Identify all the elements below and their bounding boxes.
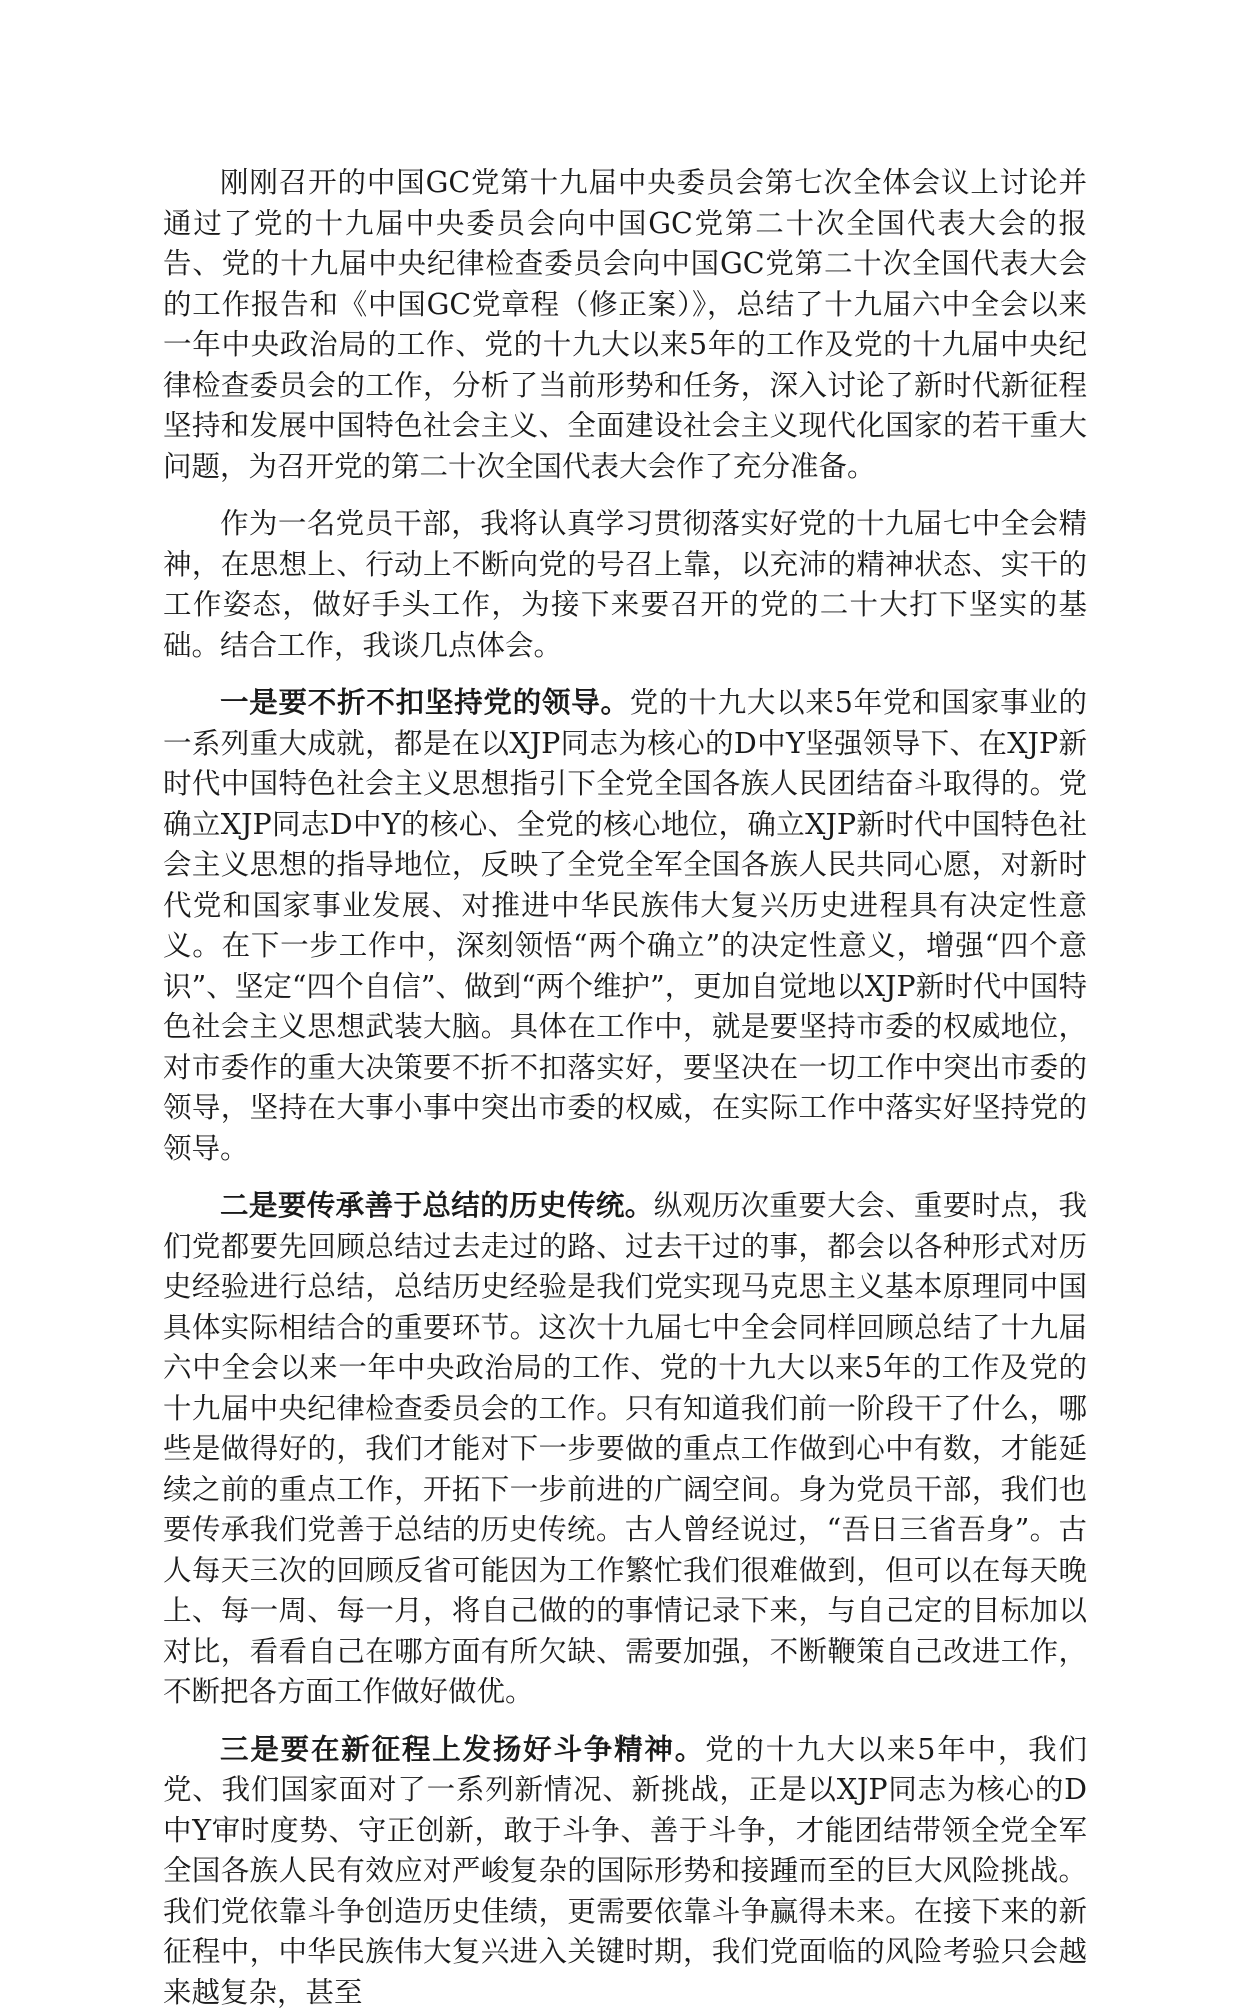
paragraph-text: 党的十九大以来5年中，我们党、我们国家面对了一系列新情况、新挑战，正是以XJP同志为核心的D中Y审时度势、守正创新，敢于斗争、善于斗争，才能团结带领全党全军全国各族人民有效应对严峻复杂的国际形势和接踵而至的巨大风险挑战。我们党依靠斗争创造历史佳绩，更需要依靠斗争赢得未来。在接下来的新征程中，中华民族伟大复兴进入关键时期，我们党面临的风险考验只会越来越复杂，甚至 (163, 1733, 1087, 2009)
paragraph-personal (163, 503, 1087, 666)
paragraph-text: 纵观历次重要大会、重要时点，我们党都要先回顾总结过去走过的路、过去干过的事，都会以各种形式对历史经验进行总结，总结历史经验是我们党实现马克思主义基本原理同中国具体实际相结合的重要环节。这次十九届七中全会同样回顾总结了十九届六中全会以来一年中央政治局的工作、党的十九大以来5年的工作及党的十九届中央纪律检查委员会的工作。只有知道我们前一阶段干了什么，哪些是做得好的，我们才能对下一步要做的重点工作做到心中有数，才能延续之前的重点工作，开拓下一步前进的广阔空间。身为党员干部，我们也要传承我们党善于总结的历史传统。古人曾经说过，“吾日三省吾身”。古人每天三次的回顾反省可能因为工作繁忙我们很难做到，但可以在每天晚上、每一周、每一月，将自己做的的事情记录下来，与自己定的目标加以对比，看看自己在哪方面有所欠缺、需要加强，不断鞭策自己改进工作，不断把各方面工作做好做优。 (163, 1189, 1087, 1708)
document-body (163, 162, 1087, 2013)
paragraph-lead: 三是要在新征程上发扬好斗争精神。 (220, 1732, 705, 1766)
paragraph-text: 刚刚召开的中国GC党第十九届中央委员会第七次全体会议上讨论并通过了党的十九届中央委员会向中国GC党第二十次全国代表大会的报告、党的十九届中央纪律检查委员会向中国GC党第二十次全国代表大会的工作报告和《中国GC党章程（修正案）》，总结了十九届六中全会以来一年中央政治局的工作、党的十九大以来5年的工作及党的十九届中央纪律检查委员会的工作，分析了当前形势和任务，深入讨论了新时代新征程坚持和发展中国特色社会主义、全面建设社会主义现代化国家的若干重大问题，为召开党的第二十次全国代表大会作了充分准备。 (163, 166, 1087, 483)
paragraph-lead: 二是要传承善于总结的历史传统。 (220, 1188, 654, 1222)
paragraph-lead: 一是要不折不扣坚持党的领导。 (220, 685, 630, 719)
paragraph-intro (163, 162, 1087, 487)
paragraph-point-3 (163, 1729, 1087, 2013)
paragraph-text: 作为一名党员干部，我将认真学习贯彻落实好党的十九届七中全会精神，在思想上、行动上不断向党的号召上靠，以充沛的精神状态、实干的工作姿态，做好手头工作，为接下来要召开的党的二十大打下坚实的基础。结合工作，我谈几点体会。 (163, 507, 1087, 662)
paragraph-point-2 (163, 1185, 1087, 1713)
paragraph-point-1 (163, 682, 1087, 1169)
paragraph-text: 党的十九大以来5年党和国家事业的一系列重大成就，都是在以XJP同志为核心的D中Y坚强领导下、在XJP新时代中国特色社会主义思想指引下全党全国各族人民团结奋斗取得的。党确立XJP同志D中Y的核心、全党的核心地位，确立XJP新时代中国特色社会主义思想的指导地位，反映了全党全军全国各族人民共同心愿，对新时代党和国家事业发展、对推进中华民族伟大复兴历史进程具有决定性意义。在下一步工作中，深刻领悟“两个确立”的决定性意义，增强“四个意识”、坚定“四个自信”、做到“两个维护”，更加自觉地以XJP新时代中国特色社会主义思想武装大脑。具体在工作中，就是要坚持市委的权威地位，对市委作的重大决策要不折不扣落实好，要坚决在一切工作中突出市委的领导，坚持在大事小事中突出市委的权威，在实际工作中落实好坚持党的领导。 (163, 686, 1087, 1165)
